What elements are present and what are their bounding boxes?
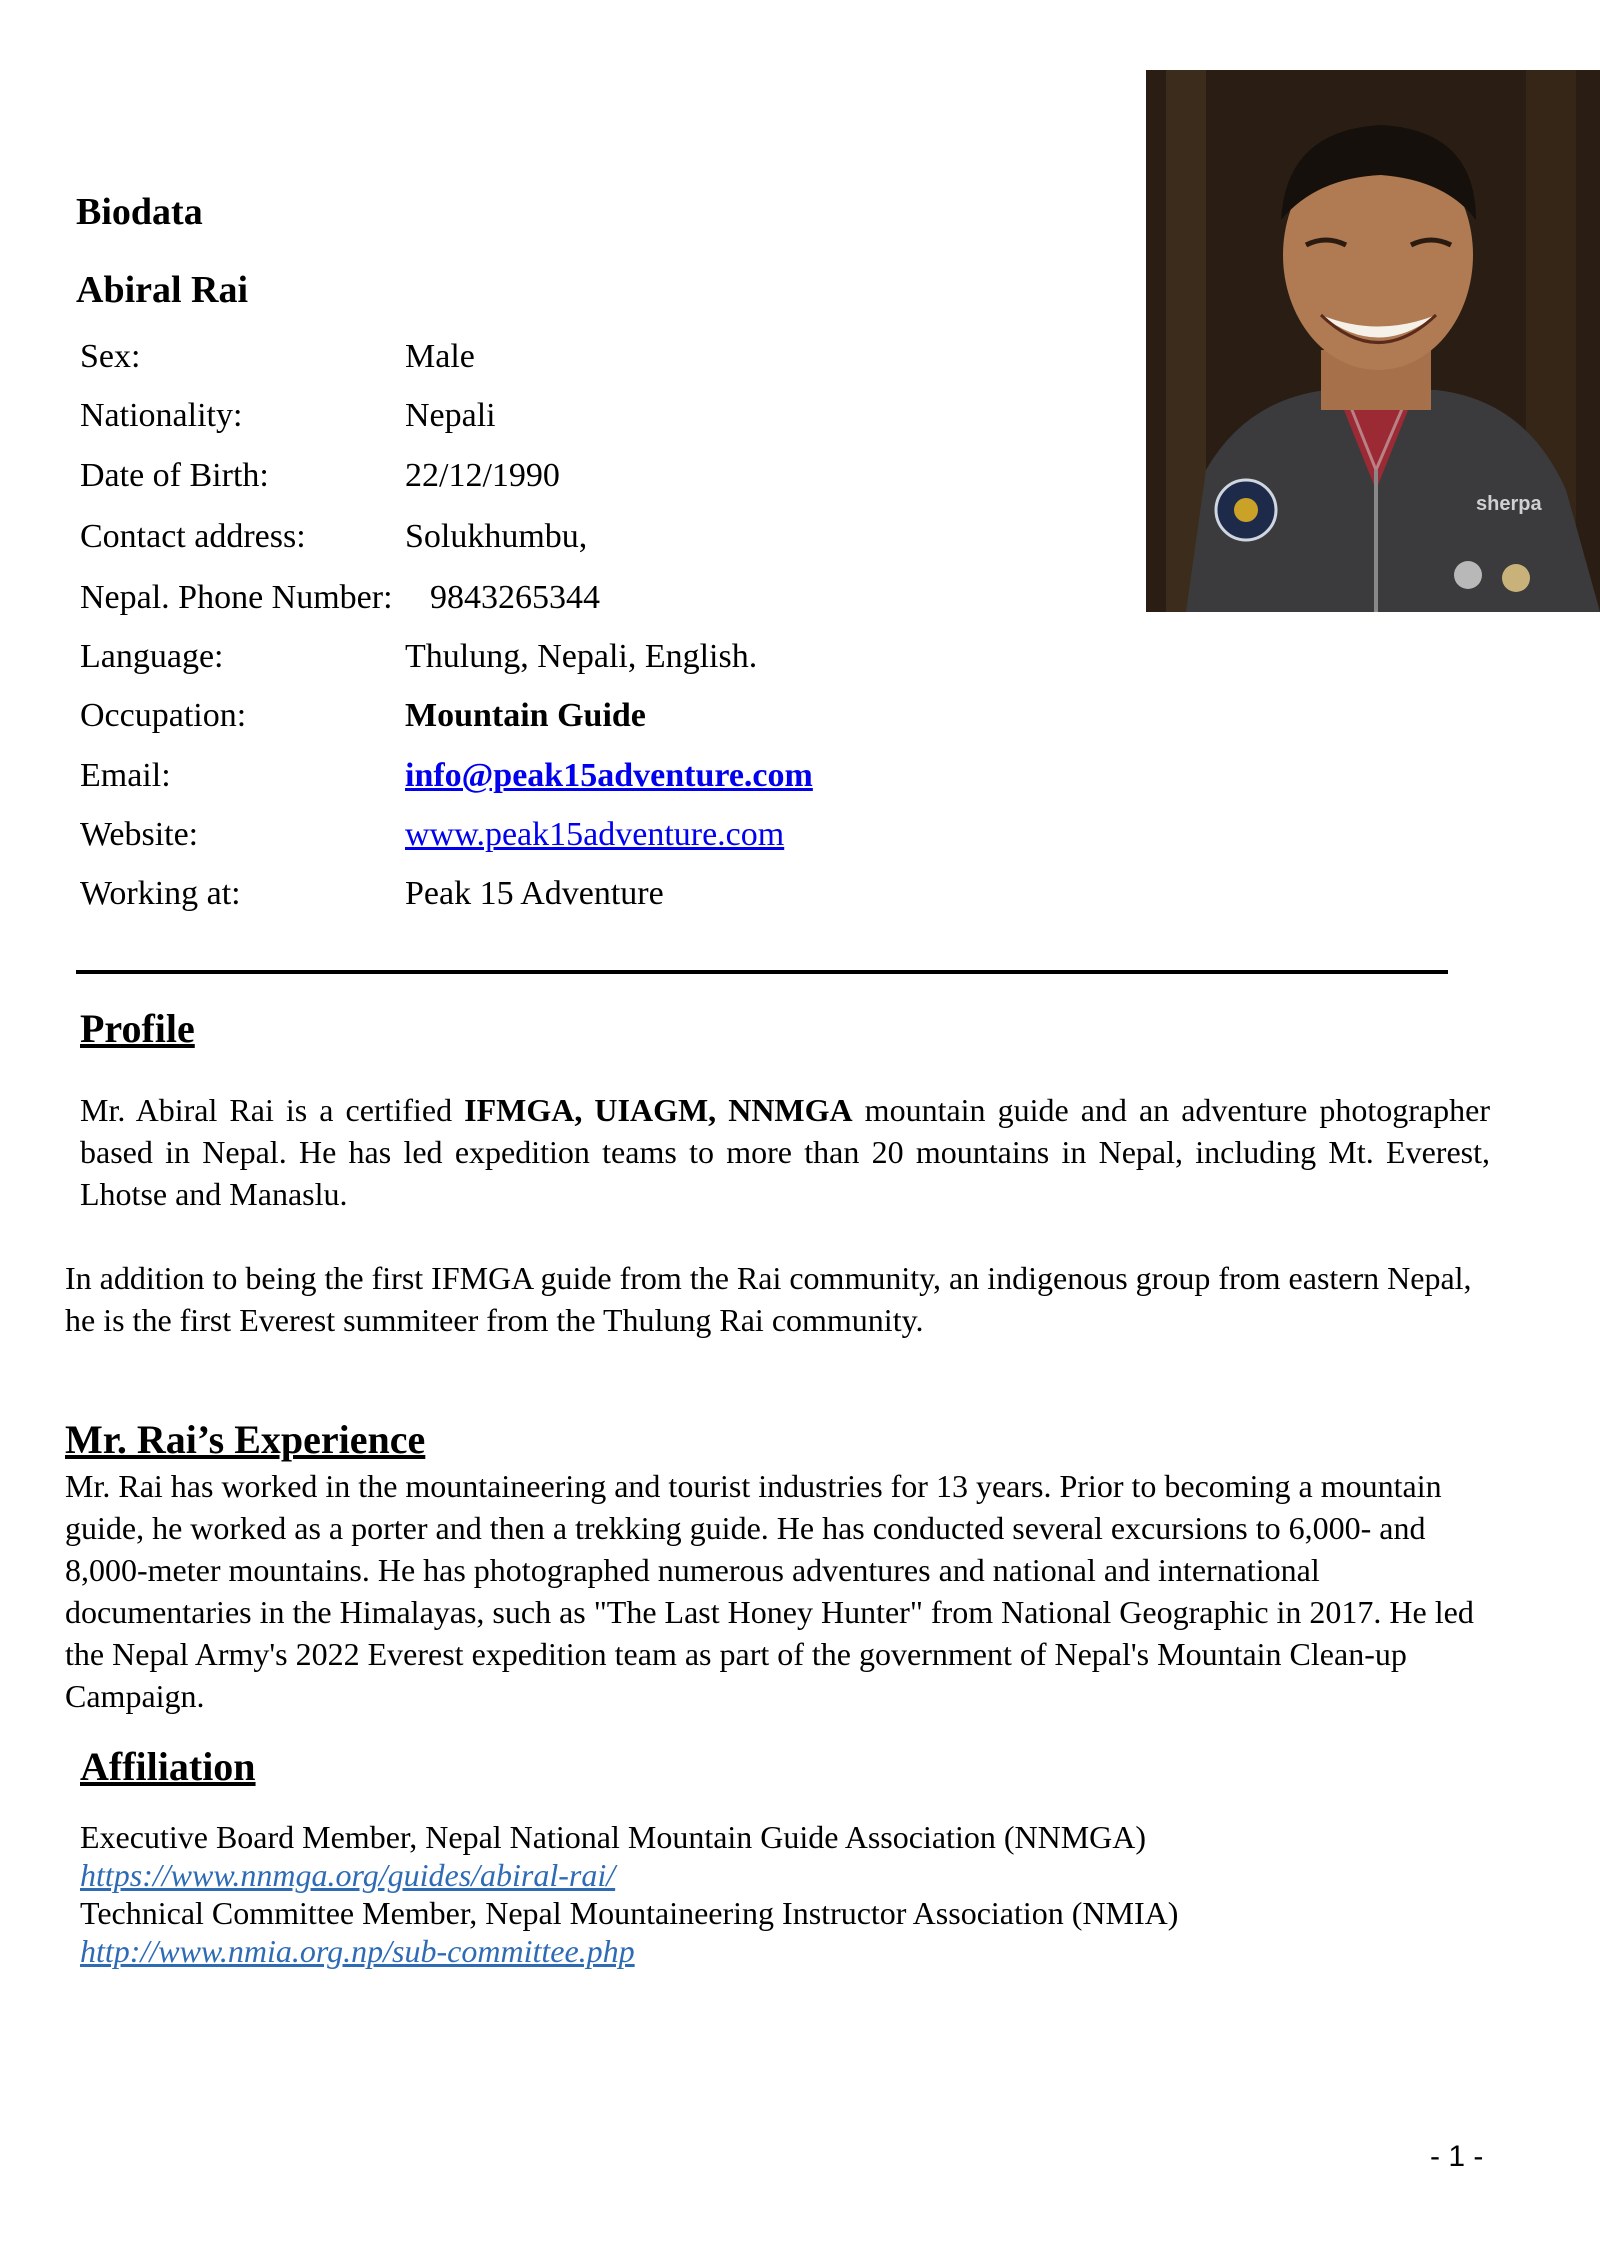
occupation-value: Mountain Guide <box>405 697 646 734</box>
profile-certifications: IFMGA, UIAGM, NNMGA <box>464 1092 853 1128</box>
working-at-label: Working at: <box>80 875 241 912</box>
nationality-value: Nepali <box>405 397 496 434</box>
experience-paragraph: Mr. Rai has worked in the mountaineering and tourist industries for 13 years. Prior to becoming a mountain guide, he worked as a porter and then a trekking guide. He has conducted several excursions to 6,000- and 8,000-meter mountains. He has photographed numerous adventures and national and international documentaries in the Himalayas, such as "The Last Honey Hunter" from National Geographic in 2017. He led the Nepal Army's 2022 Everest expedition team as part of the government of Nepal's Mountain Clean-up Campaign. <box>65 1468 1474 1714</box>
dob-label: Date of Birth: <box>80 457 269 494</box>
affiliation-list <box>80 1818 1178 1970</box>
affiliation-heading: Affiliation <box>80 1744 256 1789</box>
address-label: Contact address: <box>80 518 306 555</box>
language-label: Language: <box>80 638 224 675</box>
nmia-link[interactable]: http://www.nmia.org.np/sub-committee.php <box>80 1933 635 1969</box>
nationality-label: Nationality: <box>80 397 243 434</box>
page-number: - 1 - <box>1430 2140 1484 2173</box>
affiliation-nmia: Technical Committee Member, Nepal Mountaineering Instructor Association (NMIA) <box>80 1895 1179 1931</box>
email-link[interactable]: info@peak15adventure.com <box>405 757 813 794</box>
email-label: Email: <box>80 757 171 794</box>
profile-paragraph-2: In addition to being the first IFMGA guide from the Rai community, an indigenous group from eastern Nepal, he is the first Everest summiteer from the Thulung Rai community. <box>65 1260 1472 1338</box>
profile-photo <box>1146 70 1600 612</box>
phone-value: 9843265344 <box>430 579 600 616</box>
language-value: Thulung, Nepali, English. <box>405 638 758 675</box>
working-at-value: Peak 15 Adventure <box>405 875 664 912</box>
dob-value: 22/12/1990 <box>405 457 560 494</box>
website-link[interactable]: www.peak15adventure.com <box>405 816 785 853</box>
website-label: Website: <box>80 816 199 853</box>
phone-label: Nepal. Phone Number: <box>80 579 393 616</box>
profile-p1-end: mountain guide and an adventure photographer based in Nepal. He has led expedition teams to more than 20 mountains in Nepal, including Mt. Everest, Lhotse and Manaslu. <box>80 1092 1491 1212</box>
affiliation-nnmga: Executive Board Member, Nepal National Mountain Guide Association (NNMGA) <box>80 1819 1147 1855</box>
nnmga-link[interactable]: https://www.nnmga.org/guides/abiral-rai/ <box>80 1857 616 1893</box>
jacket-brand-text: sherpa <box>1476 493 1542 515</box>
profile-heading: Profile <box>80 1006 195 1051</box>
document-title: Biodata <box>76 191 203 233</box>
experience-heading: Mr. Rai’s Experience <box>65 1417 426 1462</box>
person-name: Abiral Rai <box>76 269 249 311</box>
profile-paragraph-1 <box>80 1089 1490 1215</box>
sex-label: Sex: <box>80 338 141 375</box>
horizontal-divider <box>76 970 1448 974</box>
sex-value: Male <box>405 338 475 375</box>
occupation-label: Occupation: <box>80 697 247 734</box>
address-value: Solukhumbu, <box>405 518 588 555</box>
profile-p1-start: Mr. Abiral Rai is a certified <box>80 1092 465 1128</box>
